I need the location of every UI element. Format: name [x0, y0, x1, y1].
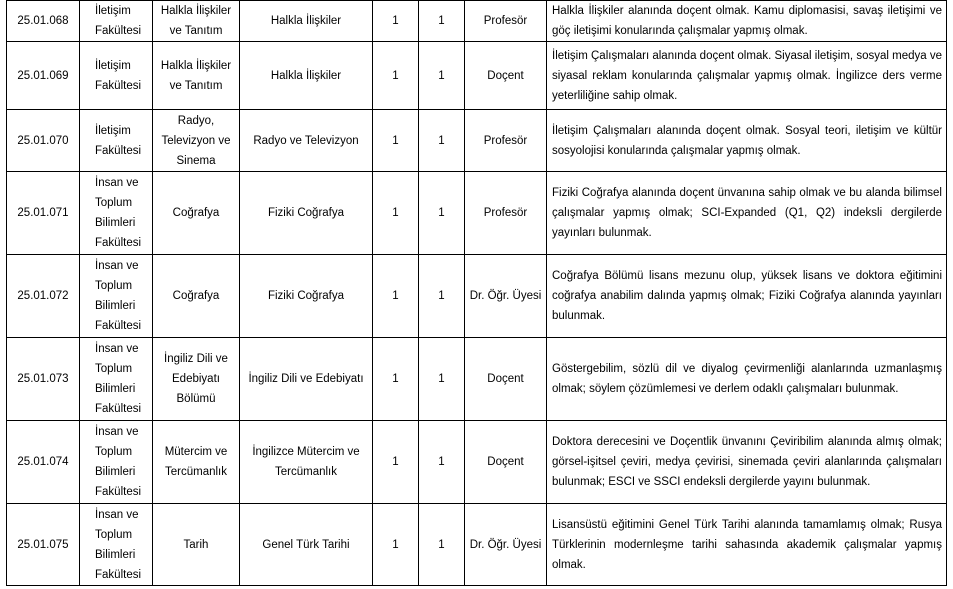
faculty-name: İletişim Fakültesi [80, 42, 153, 110]
academic-title: Doçent [465, 42, 547, 110]
position-count: 1 [373, 110, 419, 172]
department-name: Coğrafya [153, 255, 240, 338]
position-count: 1 [373, 42, 419, 110]
position-count-secondary: 1 [419, 504, 465, 586]
position-code: 25.01.072 [7, 255, 80, 338]
position-requirements: Göstergebilim, sözlü dil ve diyalog çevirmenliği alanlarında uzmanlaşmış olmak; söylem çözümlemesi ve derlem odaklı çalışmaları bulunmak. [547, 338, 947, 421]
position-count-secondary: 1 [419, 255, 465, 338]
academic-title: Profesör [465, 172, 547, 255]
program-name: Halkla İlişkiler [240, 1, 373, 42]
department-name: Halkla İlişkiler ve Tanıtım [153, 42, 240, 110]
program-name: İngiliz Dili ve Edebiyatı [240, 338, 373, 421]
table-row [7, 110, 947, 172]
positions-table [6, 0, 947, 586]
position-requirements: Lisansüstü eğitimini Genel Türk Tarihi alanında tamamlamış olmak; Rusya Türklerinin modernleşme tarihi sahasında akademik çalışmalar yapmış olmak. [547, 504, 947, 586]
academic-title: Profesör [465, 110, 547, 172]
program-name: Genel Türk Tarihi [240, 504, 373, 586]
faculty-name: İnsan ve Toplum Bilimleri Fakültesi [80, 338, 153, 421]
academic-title: Doçent [465, 338, 547, 421]
position-requirements: Fiziki Coğrafya alanında doçent ünvanına sahip olmak ve bu alanda bilimsel çalışmalar yapmış olmak; SCI-Expanded (Q1, Q2) indeksli dergilerde yayınları bulunmak. [547, 172, 947, 255]
program-name: İngilizce Mütercim ve Tercümanlık [240, 421, 373, 504]
position-count: 1 [373, 504, 419, 586]
position-count-secondary: 1 [419, 338, 465, 421]
academic-title: Doçent [465, 421, 547, 504]
position-count-secondary: 1 [419, 42, 465, 110]
position-count: 1 [373, 421, 419, 504]
department-name: Mütercim ve Tercümanlık [153, 421, 240, 504]
department-name: İngiliz Dili ve Edebiyatı Bölümü [153, 338, 240, 421]
table-row [7, 1, 947, 42]
position-count-secondary: 1 [419, 421, 465, 504]
position-code: 25.01.075 [7, 504, 80, 586]
position-requirements: Doktora derecesini ve Doçentlik ünvanını Çeviribilim alanında almış olmak; görsel-işitsel çeviri, medya çevirisi, sinemada çeviri alanlarında çalışmaları bulunmak; ESCI ve SSCI endeksli dergilerde yayını bulunmak. [547, 421, 947, 504]
faculty-name: İnsan ve Toplum Bilimleri Fakültesi [80, 504, 153, 586]
program-name: Radyo ve Televizyon [240, 110, 373, 172]
table-row [7, 172, 947, 255]
faculty-name: İnsan ve Toplum Bilimleri Fakültesi [80, 421, 153, 504]
table-row [7, 421, 947, 504]
department-name: Tarih [153, 504, 240, 586]
program-name: Fiziki Coğrafya [240, 255, 373, 338]
position-requirements: Coğrafya Bölümü lisans mezunu olup, yüksek lisans ve doktora eğitimini coğrafya anabilim dalında yapmış olmak; Fiziki Coğrafya alanında yayınları bulunmak. [547, 255, 947, 338]
position-count: 1 [373, 338, 419, 421]
faculty-name: İletişim Fakültesi [80, 1, 153, 42]
position-code: 25.01.071 [7, 172, 80, 255]
table-row [7, 504, 947, 586]
position-code: 25.01.068 [7, 1, 80, 42]
position-code: 25.01.074 [7, 421, 80, 504]
position-code: 25.01.070 [7, 110, 80, 172]
table-row [7, 42, 947, 110]
position-count-secondary: 1 [419, 110, 465, 172]
department-name: Coğrafya [153, 172, 240, 255]
position-count: 1 [373, 172, 419, 255]
position-count-secondary: 1 [419, 172, 465, 255]
position-requirements: İletişim Çalışmaları alanında doçent olmak. Sosyal teori, iletişim ve kültür sosyolojisi konularında çalışmalar yapmış olmak. [547, 110, 947, 172]
academic-title: Profesör [465, 1, 547, 42]
program-name: Fiziki Coğrafya [240, 172, 373, 255]
table-row [7, 338, 947, 421]
position-count: 1 [373, 255, 419, 338]
table-row [7, 255, 947, 338]
department-name: Halkla İlişkiler ve Tanıtım [153, 1, 240, 42]
position-count-secondary: 1 [419, 1, 465, 42]
academic-title: Dr. Öğr. Üyesi [465, 504, 547, 586]
faculty-name: İletişim Fakültesi [80, 110, 153, 172]
position-code: 25.01.073 [7, 338, 80, 421]
department-name: Radyo, Televizyon ve Sinema [153, 110, 240, 172]
position-requirements: İletişim Çalışmaları alanında doçent olmak. Siyasal iletişim, sosyal medya ve siyasal reklam konularında çalışmalar yapmış olmak. İngilizce ders verme yeterliliğine sahip olmak. [547, 42, 947, 110]
program-name: Halkla İlişkiler [240, 42, 373, 110]
faculty-name: İnsan ve Toplum Bilimleri Fakültesi [80, 255, 153, 338]
position-count: 1 [373, 1, 419, 42]
academic-title: Dr. Öğr. Üyesi [465, 255, 547, 338]
faculty-name: İnsan ve Toplum Bilimleri Fakültesi [80, 172, 153, 255]
position-requirements: Halkla İlişkiler alanında doçent olmak. Kamu diplomasisi, savaş iletişimi ve göç iletişimi konularında çalışmalar yapmış olmak. [547, 1, 947, 42]
position-code: 25.01.069 [7, 42, 80, 110]
